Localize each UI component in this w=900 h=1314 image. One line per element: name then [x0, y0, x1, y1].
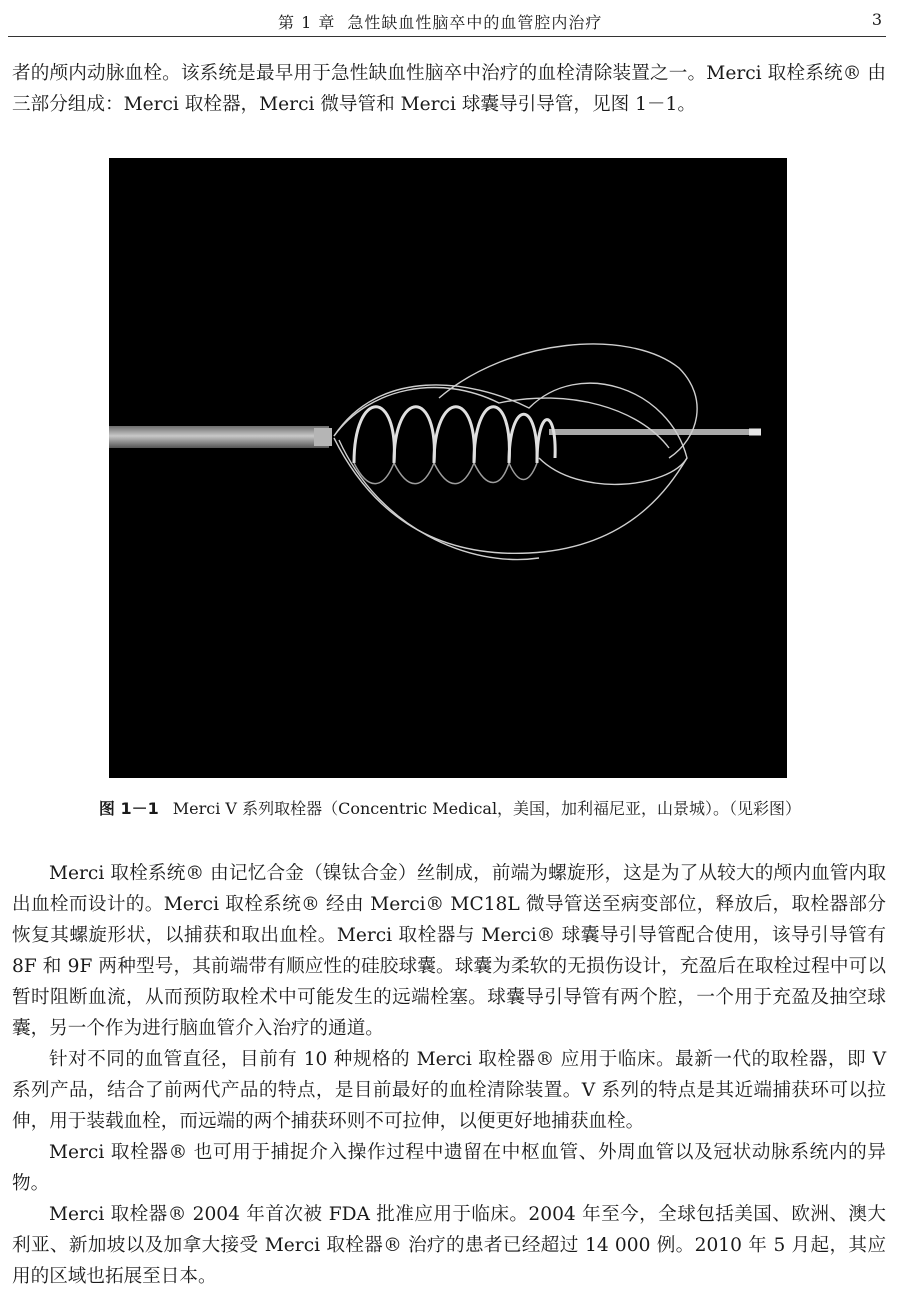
figure-caption: [0, 796, 900, 819]
body-paragraph-4: Merci 取栓器® 2004 年首次被 FDA 批准应用于临床。2004 年至今，全球包括美国、欧洲、澳大利亚、新加坡以及加拿大接受 Merci 取栓器® 治疗的患者已经超过 14 000 例。2010 年 5 月起，其应用的区域也拓展至日本。: [12, 1204, 886, 1287]
catheter-shaft: [109, 426, 329, 448]
page-number: 3: [871, 10, 882, 29]
catheter-tip: [314, 428, 332, 446]
figure-label: 图 1－1: [98, 799, 159, 818]
figure-image: [109, 158, 787, 778]
merci-retriever-illustration: [109, 158, 787, 778]
body-paragraph-3: Merci 取栓器® 也可用于捕捉介入操作过程中遗留在中枢血管、外周血管以及冠状动脉系统内的异物。: [12, 1142, 886, 1194]
running-header: [8, 6, 886, 37]
chapter-number: 第 1 章: [278, 13, 336, 32]
figure-caption-text: Merci V 系列取栓器（Concentric Medical，美国，加利福尼亚，山景城）。（见彩图）: [172, 799, 802, 818]
capture-loops: [334, 344, 697, 560]
intro-paragraph: 者的颅内动脉血栓。该系统是最早用于急性缺血性脑卒中治疗的血栓清除装置之一。Merci 取栓系统® 由三部分组成：Merci 取栓器，Merci 微导管和 Merci 球囊导引导管，见图 1－1。: [12, 63, 886, 115]
body-paragraph-2: 针对不同的血管直径，目前有 10 种规格的 Merci 取栓器® 应用于临床。最新一代的取栓器，即 V 系列产品，结合了前两代产品的特点，是目前最好的血栓清除装置。V 系列的特点是其近端捕获环可以拉伸，用于装载血栓，而远端的两个捕获环则不可拉伸，以便更好地捕获血栓。: [12, 1049, 886, 1132]
helical-coil: [354, 407, 555, 463]
chapter-heading: [278, 10, 602, 33]
chapter-title: 急性缺血性脑卒中的血管腔内治疗: [347, 13, 603, 32]
body-paragraph-1: Merci 取栓系统® 由记忆合金（镍钛合金）丝制成，前端为螺旋形，这是为了从较大的颅内血管内取出血栓而设计的。Merci 取栓系统® 经由 Merci® MC18L 微导管送至病变部位，释放后，取栓器部分恢复其螺旋形状，以捕获和取出血栓。Merci 取栓器与 Merci® 球囊导引导管配合使用，该导引导管有 8F 和 9F 两种型号，其前端带有顺应性的硅胶球囊。球囊为柔软的无损伤设计，充盈后在取栓过程中可以暂时阻断血流，从而预防取栓术中可能发生的远端栓塞。球囊导引导管有两个腔，一个用于充盈及抽空球囊，另一个作为进行脑血管介入治疗的通道。: [12, 863, 886, 1039]
